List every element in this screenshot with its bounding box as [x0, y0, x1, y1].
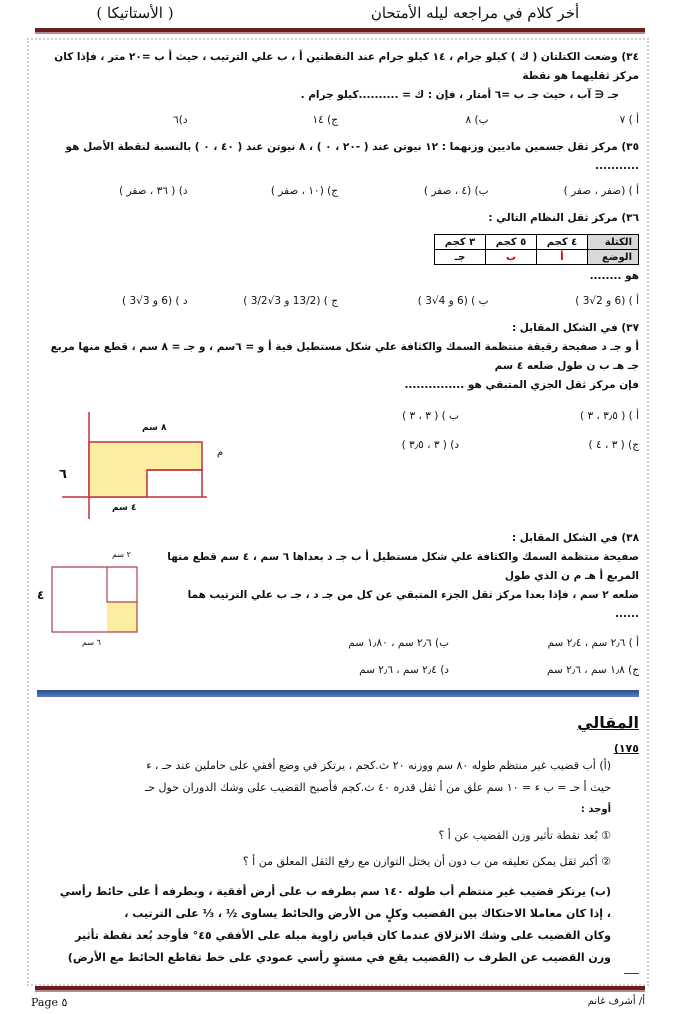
- page-header: [0, 0, 679, 28]
- question-34: [37, 48, 639, 130]
- q36-text: ٣٦) مركز ثقل النظام التالي :: [488, 212, 639, 224]
- q37-line-2: فإن مركز ثقل الجزي المتبقي هو ...............: [404, 379, 639, 391]
- q38-fig-top: ٢ سم: [112, 550, 131, 559]
- part-a-line-1: (أ) أب قضيب غير منتظم طوله ٨٠ سم ووزنه ٢٠ ث.كجم ، يرتكز في وضع أفقي على حاملين عند حـ ، ء: [146, 759, 611, 772]
- question-37: [37, 319, 639, 525]
- find-item-2: ② أكبر ثقل يمكن تعليقه من ب دون أن يختل التوازن مع رفع الثقل المعلق من أ ؟: [242, 855, 611, 868]
- q35-option-d: د) ( ٣٦ ، صفر ): [119, 185, 188, 197]
- q35-option-a: أ ) (صفر ، صفر ): [563, 185, 639, 197]
- q34-line-2: جـ ∈ آب ، حيث جـ ب =٦ أمتار ، فإن : ك = ..........كيلو جرام .: [300, 89, 619, 101]
- table-cell: جـ: [435, 250, 486, 265]
- mass-table: [434, 234, 639, 265]
- q38-option-a: أ ) ٢٫٦ سم ، ٢٫٤ سم: [547, 637, 639, 649]
- q36-option-a: أ ) (6 و 2√3 ): [575, 295, 639, 307]
- section-divider: [37, 690, 639, 697]
- q38-option-d: د) ٢٫٤ سم ، ٢٫٦ سم: [359, 664, 449, 676]
- author-name: أ/ أشرف غانم: [587, 996, 645, 1007]
- q35-option-c: ج) (١٠ ، صفر ): [270, 185, 338, 197]
- document-title: أخر كلام في مراجعه ليله الأمتحان: [370, 4, 580, 22]
- q37-option-d: د) ( ٣ ، ٣٫٥ ): [401, 439, 459, 451]
- q36-after: هو ........: [589, 270, 639, 282]
- q37-fig-side: ٦: [59, 467, 67, 482]
- q38-fig-side: ٤: [37, 588, 45, 602]
- table-cell: ب: [486, 250, 537, 265]
- q35-option-b: ب) (٤ ، صفر ): [423, 185, 489, 197]
- question-38: [37, 529, 639, 680]
- q34-option-d: د)٦: [173, 114, 188, 126]
- q34-option-c: ج) ١٤: [312, 114, 338, 126]
- q35-text: ٣٥) مركز ثقل جسمين ماديين وزنهما : ١٢ نيوتن عند ( -٢٠ ، ٠ ) ، ٨ نيوتن عند ( ٤٠ ، ٠ ) بالنسبة لنقطة الأصل هو ...........: [65, 141, 639, 172]
- table-header: الوضع: [588, 250, 639, 265]
- q37-line-1: أ و جـ د صفيحة رقيقة منتظمة السمك والكثافة علي شكل مستطيل فية أ و = ٦سم ، و جـ = ٨ سم ، قطع منها مربع جـ هـ ب ن طول ضلعه ٤ سم: [50, 341, 639, 372]
- part-a-line-2: حيث أ حـ = ب ء = ١٠ سم علق من أ ثقل قدره ٤٠ ث.كجم فأصبح القضيب على وشك الدوران حول حـ: [145, 781, 611, 794]
- q37-fig-m: م: [217, 447, 224, 458]
- page-footer: [27, 992, 649, 1014]
- page-number: Page ٥: [31, 996, 68, 1009]
- q38-line-2: ضلعه ٢ سم ، فإذا بعدا مركز ثقل الجزء المتبقي عن كل من جـ د ، جـ ب علي الترتيب هما ......: [187, 589, 639, 620]
- header-rule: [35, 28, 645, 34]
- q37-option-c: ج) ( ٣ ، ٤ ): [588, 439, 639, 451]
- question-36: [37, 209, 639, 311]
- table-cell: ٥ كجم: [486, 235, 537, 250]
- essay-heading: المقالي: [577, 713, 639, 732]
- q37-title: ٣٧) في الشكل المقابل :: [511, 322, 639, 334]
- q34-option-b: ب) ٨: [465, 114, 489, 126]
- essay-section: [37, 713, 639, 974]
- q38-line-1: صفيحة منتظمة السمك والكثافة علي شكل مستطيل أ ب جـ د بعداها ٦ سم ، ٤ سم قطع منها المربع أ هـ م ن الذي طول: [167, 551, 639, 582]
- part-b-line-2: ، إذا كان معاملا الاحتكاك بين القضيب وكلٍ من الأرض والحائط يساوى ½ ، ⅓ على الترتيب ،: [124, 907, 611, 920]
- q38-option-c: ج) ١٫٨ سم ، ٢٫٦ سم: [547, 664, 639, 676]
- question-35: [37, 138, 639, 201]
- table-cell: ٣ كجم: [435, 235, 486, 250]
- q37-fig-top: ٨ سم: [142, 423, 167, 433]
- table-cell: أ: [537, 250, 588, 265]
- q36-option-b: ب ) (6 و 4√3 ): [417, 295, 489, 307]
- q36-option-d: د ) (6 و 3√3 ): [122, 295, 188, 307]
- find-item-1: ① بُعد نقطة تأثير وزن القضيب عن أ ؟: [438, 829, 611, 842]
- q34-line-1: ٣٤) وضعت الكتلتان ( ك ) كيلو جرام ، ١٤ كيلو جرام عند النقطتين أ ، ب علي الترتيب ، حيث أ ب =٢٠ متر ، فإذا كان مركز ثقليهما هو نقطة: [54, 51, 639, 82]
- table-header: الكتلة: [588, 235, 639, 250]
- q37-option-a: أ ) ( ٣٫٥ ، ٣ ): [580, 410, 639, 422]
- q38-title: ٣٨) في الشكل المقابل :: [511, 532, 639, 544]
- q34-option-a: أ ) ٧: [619, 114, 639, 126]
- find-label: أوجد :: [580, 804, 611, 815]
- question-number: ١٧٥): [613, 742, 639, 755]
- part-b-line-3: وكان القضيب على وشك الانزلاق عندما كان قياس زاوية ميله على الأفقي ٤٥° فأوجد بُعد نقطة تأثير: [75, 929, 611, 942]
- page-frame: [27, 38, 649, 986]
- q38-figure: [47, 562, 147, 637]
- q37-option-b: ب ) ( ٣ ، ٣ ): [402, 410, 459, 422]
- q38-fig-bottom: ٦ سم: [82, 638, 101, 647]
- q36-option-c: ج ) (13/2 و 3√3/2 ): [243, 295, 338, 307]
- q38-option-b: ب) ٢٫٦ سم ، ١٫٨٠ سم: [348, 637, 449, 649]
- subject-label: ( الأستاتيكا ): [96, 4, 174, 22]
- part-b-line-4: وزن القضيب عن الطرف ب (القضيب يقع في مستوٍ رأسي عمودي على خط تقاطع الحائط مع الأرض): [67, 951, 611, 964]
- red-mark: [624, 973, 639, 974]
- part-b-line-1: (ب) يرتكز قضيب غير منتظم أب طوله ١٤٠ سم بطرفه ب على أرض أفقية ، وبطرفه أ على حائط رأسي: [59, 885, 611, 898]
- q37-fig-bottom: ٤ سم: [112, 503, 137, 513]
- table-cell: ٤ كجم: [537, 235, 588, 250]
- q37-body: [37, 407, 639, 525]
